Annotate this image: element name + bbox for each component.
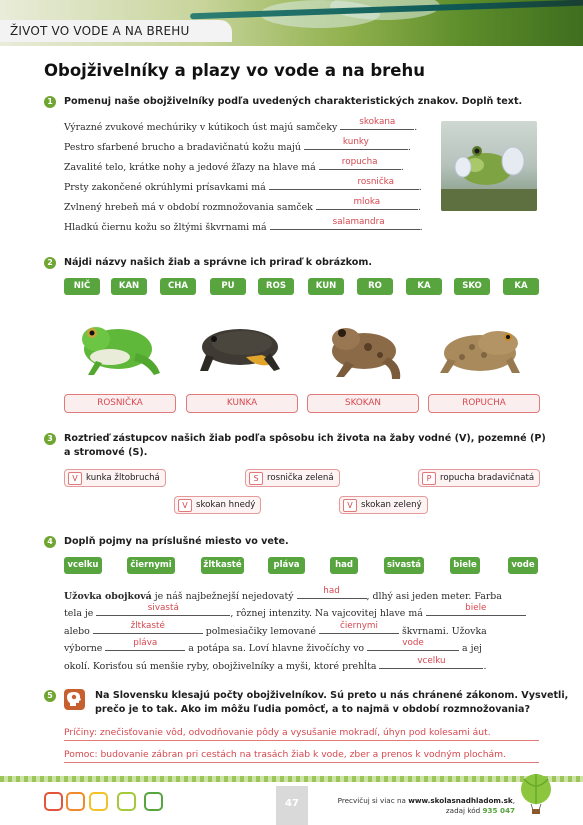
- syllable-pill[interactable]: SKO: [454, 278, 490, 295]
- answer-text: salamandra: [332, 217, 385, 227]
- answer-blank[interactable]: [319, 157, 401, 170]
- footer-text: [330, 796, 515, 816]
- line-text: a jej: [459, 643, 482, 654]
- answer-box[interactable]: ROSNIČKA: [64, 394, 176, 413]
- smiley-icon-sad: [44, 792, 63, 811]
- word-pill[interactable]: sivastá: [384, 557, 424, 574]
- syllable-pill[interactable]: PU: [210, 278, 246, 295]
- tag-label: ropucha bradavičnatá: [440, 473, 535, 483]
- syllable-pill[interactable]: KUN: [308, 278, 344, 295]
- answer-blank[interactable]: [93, 621, 203, 634]
- word-pill[interactable]: biele: [450, 557, 480, 574]
- category-mark[interactable]: S: [249, 472, 263, 485]
- smiley-icon-happy: [117, 792, 136, 811]
- answer-text: kunky: [342, 137, 369, 147]
- bold-term: Užovka obojková: [64, 591, 152, 602]
- word-pill[interactable]: vcelku: [64, 557, 102, 574]
- task-number: 3: [44, 433, 56, 445]
- line-text: , rôznej intenzity. Na vajcovitej hlave má: [230, 608, 426, 619]
- answer-text: mloka: [353, 197, 381, 207]
- thinking-head-icon: [64, 689, 85, 710]
- sentence-text: Výrazné zvukové mechúriky v kútikoch úst majú samčeky: [64, 122, 338, 133]
- line-text: polmesiačiky lemované: [202, 626, 319, 637]
- task1-sentence: [64, 197, 421, 213]
- line-text: výborne: [64, 643, 106, 654]
- common-toad-image: [428, 313, 536, 385]
- task-number: 4: [44, 536, 56, 548]
- task-number: 2: [44, 257, 56, 269]
- word-pill[interactable]: čiernymi: [127, 557, 175, 574]
- task1-sentence: [64, 177, 422, 193]
- task1-sentence: [64, 117, 418, 133]
- answer-text: biele: [465, 603, 487, 613]
- footer-url[interactable]: www.skolasnadhladom.sk: [408, 796, 513, 805]
- sentence-end: .: [419, 222, 423, 233]
- page-title: Obojživelníky a plazy vo vode a na brehu: [44, 61, 425, 80]
- paragraph-line: [64, 656, 534, 672]
- footer-code-prefix: zadaj kód: [445, 806, 483, 815]
- line-text: škvrnami. Užovka: [398, 626, 487, 637]
- footer-divider: [0, 776, 583, 782]
- answer-blank[interactable]: [96, 603, 230, 616]
- answer-blank[interactable]: [304, 137, 408, 150]
- tag-label: rosnička zelená: [267, 473, 334, 483]
- frog-tag[interactable]: [339, 496, 428, 514]
- answer-text: vcelku: [417, 656, 446, 666]
- line-text: tela je: [64, 608, 97, 619]
- syllable-pill[interactable]: KA: [406, 278, 442, 295]
- sentence-end: .: [414, 122, 418, 133]
- tag-label: skokan zelený: [361, 500, 422, 510]
- sentence-end: .: [407, 142, 411, 153]
- category-mark[interactable]: V: [68, 472, 82, 485]
- sentence-end: .: [417, 202, 421, 213]
- answer-blank[interactable]: [319, 621, 399, 634]
- header-banner: [0, 0, 583, 46]
- toad-kunka-image: [186, 313, 294, 385]
- answer-blank[interactable]: [316, 197, 418, 210]
- answer-blank[interactable]: [340, 117, 414, 130]
- section-title: ŽIVOT VO VODE A NA BREHU: [0, 20, 232, 42]
- answer-line[interactable]: Príčiny: znečisťovanie vôd, odvodňovanie pôdy a vysušanie mokradí, úhyn pod kolesami áut.: [64, 727, 539, 741]
- answer-text: žltkasté: [130, 621, 165, 631]
- answer-text: ropucha: [341, 157, 378, 167]
- paragraph-line: [64, 586, 534, 602]
- answer-text: sivastá: [147, 603, 179, 613]
- line-text: .: [483, 661, 487, 672]
- sentence-text: Zavalité telo, krátke nohy a jedové žľazy na hlave má: [64, 162, 316, 173]
- task5-instruction: Na Slovensku klesajú počty obojživelníkov. Sú preto u nás chránené zákonom. Vysvetli,: [95, 690, 569, 701]
- tag-label: kunka žltobruchá: [86, 473, 160, 483]
- answer-text: rosnička: [357, 177, 395, 187]
- answer-blank[interactable]: [426, 603, 526, 616]
- smiley-icon-neutral: [89, 792, 108, 811]
- word-pill[interactable]: vode: [508, 557, 538, 574]
- brown-frog-image: [306, 313, 414, 385]
- page-number: 47: [276, 786, 308, 825]
- footer-text-suffix: ,: [512, 796, 515, 805]
- answer-blank[interactable]: [297, 586, 367, 599]
- syllable-pill[interactable]: KAN: [111, 278, 147, 295]
- answer-blank[interactable]: [269, 177, 419, 190]
- category-mark[interactable]: V: [178, 499, 192, 512]
- footer-text-prefix: Precvičuj si viac na: [337, 796, 409, 805]
- answer-box[interactable]: KUNKA: [186, 394, 298, 413]
- line-text: a potápa sa. Loví hlavne živočíchy vo: [185, 643, 368, 654]
- sentence-end: .: [418, 182, 422, 193]
- task3-instruction: a stromové (S).: [64, 447, 148, 458]
- syllable-pill[interactable]: CHA: [160, 278, 196, 295]
- smiley-icon-very-happy: [144, 792, 163, 811]
- task1-instruction: Pomenuj naše obojživelníky podľa uvedených charakteristických znakov. Doplň text.: [64, 96, 523, 107]
- task1-sentence: [64, 137, 411, 153]
- syllable-pill[interactable]: ROS: [258, 278, 294, 295]
- tag-label: skokan hnedý: [196, 500, 256, 510]
- category-mark[interactable]: P: [422, 472, 436, 485]
- line-text: je náš najbežnejší nejedovatý: [151, 591, 297, 602]
- task-number: 5: [44, 690, 56, 702]
- paragraph-line: [64, 621, 534, 637]
- answer-blank[interactable]: [367, 638, 459, 651]
- sentence-text: Pestro sfarbené brucho a bradavičnatú kožu majú: [64, 142, 301, 153]
- frog-tag[interactable]: [174, 496, 261, 514]
- answer-text: had: [323, 586, 340, 596]
- syllable-pill[interactable]: KA: [503, 278, 539, 295]
- footer-code: 935 047: [482, 806, 515, 815]
- task1-sentence: [64, 157, 404, 173]
- frog-photo-vocal-sacs: [441, 121, 537, 211]
- sentence-text: Prsty zakončené okrúhlymi prísavkami má: [64, 182, 266, 193]
- task-number: 1: [44, 96, 56, 108]
- answer-box[interactable]: SKOKAN: [307, 394, 419, 413]
- task3-instruction: Roztrieď zástupcov našich žiab podľa spôsobu ich života na žaby vodné (V), pozemné (P): [64, 433, 546, 444]
- line-text: , dlhý asi jeden meter. Farba: [366, 591, 502, 602]
- sentence-text: Zvlnený hrebeň má v období rozmnožovania samček: [64, 202, 313, 213]
- balloon-logo-icon: [519, 774, 553, 814]
- answer-text: skokana: [359, 117, 396, 127]
- answer-text: pláva: [133, 638, 158, 648]
- smiley-icon-unhappy: [66, 792, 85, 811]
- frog-tag[interactable]: [245, 469, 340, 487]
- answer-blank[interactable]: [270, 217, 420, 230]
- tree-frog-image: [66, 313, 174, 385]
- line-text: alebo: [64, 626, 93, 637]
- task4-instruction: Doplň pojmy na príslušné miesto vo vete.: [64, 536, 289, 547]
- paragraph-line: [64, 603, 534, 619]
- answer-blank[interactable]: [379, 656, 483, 669]
- frog-tag[interactable]: [64, 469, 166, 487]
- sentence-end: .: [400, 162, 404, 173]
- answer-line[interactable]: Pomoc: budovanie zábran pri cestách na trasách žiab k vode, zber a prenos k vodným plochám.: [64, 749, 539, 763]
- answer-text: vode: [402, 638, 424, 648]
- task5-instruction: prečo je to tak. Ako im môžu ľudia pomôcť, a to najmä v období rozmnožovania?: [95, 704, 531, 715]
- word-pill[interactable]: had: [330, 557, 358, 574]
- answer-text: čiernymi: [339, 621, 378, 631]
- category-mark[interactable]: V: [343, 499, 357, 512]
- line-text: okolí. Korisťou sú menšie ryby, obojživelníky a myši, ktoré prehĺta: [64, 661, 380, 672]
- sentence-text: Hladkú čiernu kožu so žltými škvrnami má: [64, 222, 267, 233]
- answer-blank[interactable]: [105, 638, 185, 651]
- paragraph-line: [64, 638, 534, 654]
- task1-sentence: [64, 217, 423, 233]
- task2-instruction: Nájdi názvy našich žiab a správne ich priraď k obrázkom.: [64, 257, 373, 268]
- syllable-pill[interactable]: NIČ: [64, 278, 100, 295]
- frog-tag[interactable]: [418, 469, 540, 487]
- answer-box[interactable]: ROPUCHA: [428, 394, 540, 413]
- word-pill[interactable]: žltkasté: [201, 557, 244, 574]
- syllable-pill[interactable]: RO: [357, 278, 393, 295]
- word-pill[interactable]: pláva: [268, 557, 305, 574]
